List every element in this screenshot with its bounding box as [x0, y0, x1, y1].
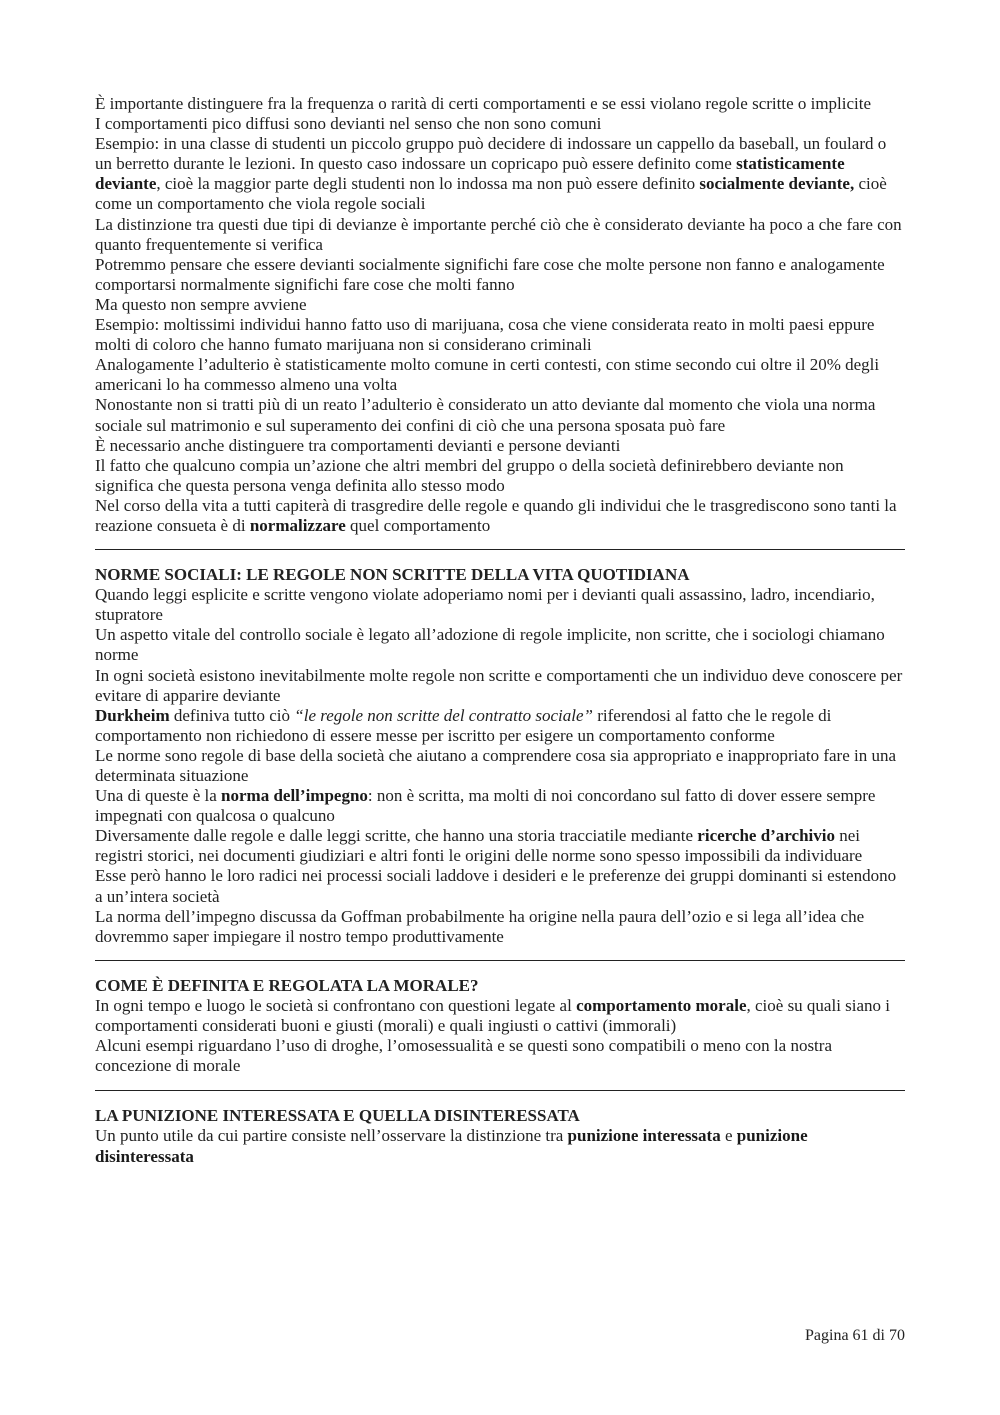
page-number: Pagina 61 di 70: [805, 1327, 905, 1344]
paragraph: Analogamente l’adulterio è statisticamente molto comune in certi contesti, con stime secondo cui oltre il 20% degli americani lo ha commesso almeno una volta: [95, 355, 880, 395]
paragraph: I comportamenti pico diffusi sono devianti nel senso che non sono comuni: [95, 114, 602, 134]
italic-quote: “le regole non scritte del contratto sociale”: [294, 705, 593, 725]
paragraph: Le norme sono regole di base della società che aiutano a comprendere cosa sia appropriato e inappropriato fare in una determinata situazione: [95, 745, 897, 785]
section-heading: COME È DEFINITA E REGOLATA LA MORALE?: [95, 975, 479, 995]
paragraph: Esempio: in una classe di studenti un piccolo gruppo può decidere di indossare un cappello da baseball, un foulard o un berretto durante le lezioni. In questo caso indossare un copricapo può essere definito come statisticamente deviante, cioè la maggior parte degli studenti non lo indossa ma non può essere definito socialmente deviante, cioè come un comportamento che viola regole sociali: [95, 134, 887, 214]
bold-term: statisticamente deviante: [95, 154, 845, 194]
bold-term: comportamento morale: [576, 995, 747, 1015]
section-heading: LA PUNIZIONE INTERESSATA E QUELLA DISINTERESSATA: [95, 1106, 580, 1126]
paragraph: La distinzione tra questi due tipi di devianze è importante perché ciò che è considerato deviante ha poco a che fare con quanto frequentemente si verifica: [95, 214, 902, 254]
paragraph: Ma questo non sempre avviene: [95, 294, 307, 314]
paragraph: In ogni società esistono inevitabilmente molte regole non scritte e comportamenti che un individuo deve conoscere per evitare di apparire deviante: [95, 665, 903, 705]
section-social-norms: [95, 565, 905, 947]
section-punishment: [95, 1106, 905, 1166]
bold-term: punizione interessata: [567, 1126, 721, 1146]
paragraph: È importante distinguere fra la frequenza o rarità di certi comportamenti e se essi violano regole scritte o implicite: [95, 94, 872, 113]
document-page: [95, 94, 905, 1167]
section-morality: [95, 976, 905, 1076]
paragraph: Un punto utile da cui partire consiste nell’osservare la distinzione tra punizione interessata e punizione disinteressata: [95, 1126, 808, 1166]
paragraph: Una di queste è la norma dell’impegno: non è scritta, ma molti di noi concordano sul fatto di dover essere sempre impegnati con qualcosa o qualcuno: [95, 786, 876, 826]
paragraph: Diversamente dalle regole e dalle leggi scritte, che hanno una storia tracciatile mediante ricerche d’archivio nei registri storici, nei documenti giudiziari e altri fonti le origini delle norme sono spesso impossibili da individuare: [95, 826, 863, 866]
bold-term: punizione disinteressata: [95, 1126, 808, 1166]
paragraph: Esse però hanno le loro radici nei processi sociali laddove i desideri e le preferenze dei gruppi dominanti si estendono a un’intera società: [95, 866, 897, 906]
section-divider: [95, 960, 905, 961]
paragraph: È necessario anche distinguere tra comportamenti devianti e persone devianti: [95, 435, 621, 455]
paragraph: Il fatto che qualcuno compia un’azione che altri membri del gruppo o della società definirebbero deviante non significa che questa persona venga definita allo stesso modo: [95, 455, 844, 495]
paragraph: Esempio: moltissimi individui hanno fatto uso di marijuana, cosa che viene considerata reato in molti paesi eppure molti di coloro che hanno fumato marijuana non si considerano criminali: [95, 315, 875, 355]
paragraph: Quando leggi esplicite e scritte vengono violate adoperiamo nomi per i devianti quali assassino, ladro, incendiario, stupratore: [95, 585, 875, 625]
bold-term: socialmente deviante,: [699, 174, 855, 194]
bold-term: Durkheim: [95, 705, 170, 725]
paragraph: Alcuni esempi riguardano l’uso di droghe, l’omosessualità e se questi sono compatibili o meno con la nostra concezione di morale: [95, 1036, 832, 1076]
bold-term: norma dell’impegno: [221, 786, 368, 806]
paragraph: Un aspetto vitale del controllo sociale è legato all’adozione di regole implicite, non scritte, che i sociologi chiamano norme: [95, 625, 885, 665]
paragraph: Potremmo pensare che essere devianti socialmente significhi fare cose che molte persone non fanno e analogamente comportarsi normalmente significhi fare cose che molti fanno: [95, 254, 885, 294]
paragraph: In ogni tempo e luogo le società si confrontano con questioni legate al comportamento morale, cioè su quali siano i comportamenti considerati buoni e giusti (morali) e quali ingiusti o cattivi (immorali): [95, 995, 891, 1036]
section-divider: [95, 1090, 905, 1091]
paragraph: La norma dell’impegno discussa da Goffman probabilmente ha origine nella paura dell’ozio e si lega all’idea che dovremmo saper impiegare il nostro tempo produttivamente: [95, 906, 865, 946]
paragraph: Nel corso della vita a tutti capiterà di trasgredire delle regole e quando gli individui che le trasgrediscono sono tanti la reazione consueta è di normalizzare quel comportamento: [95, 495, 897, 535]
bold-term: normalizzare: [249, 515, 346, 535]
section-heading: NORME SOCIALI: LE REGOLE NON SCRITTE DELLA VITA QUOTIDIANA: [95, 565, 690, 585]
section-divider: [95, 549, 905, 550]
bold-term: ricerche d’archivio: [697, 826, 835, 846]
paragraph: Nonostante non si tratti più di un reato l’adulterio è considerato un atto deviante dal momento che viola una norma sociale sul matrimonio e sul superamento dei confini di ciò che una persona sposata può fare: [95, 395, 876, 435]
intro-section: [95, 94, 905, 536]
paragraph: Durkheim definiva tutto ciò “le regole non scritte del contratto sociale” riferendosi al fatto che le regole di comportamento non richiedono di essere messe per iscritto per esigere un comportamento conforme: [95, 705, 832, 745]
